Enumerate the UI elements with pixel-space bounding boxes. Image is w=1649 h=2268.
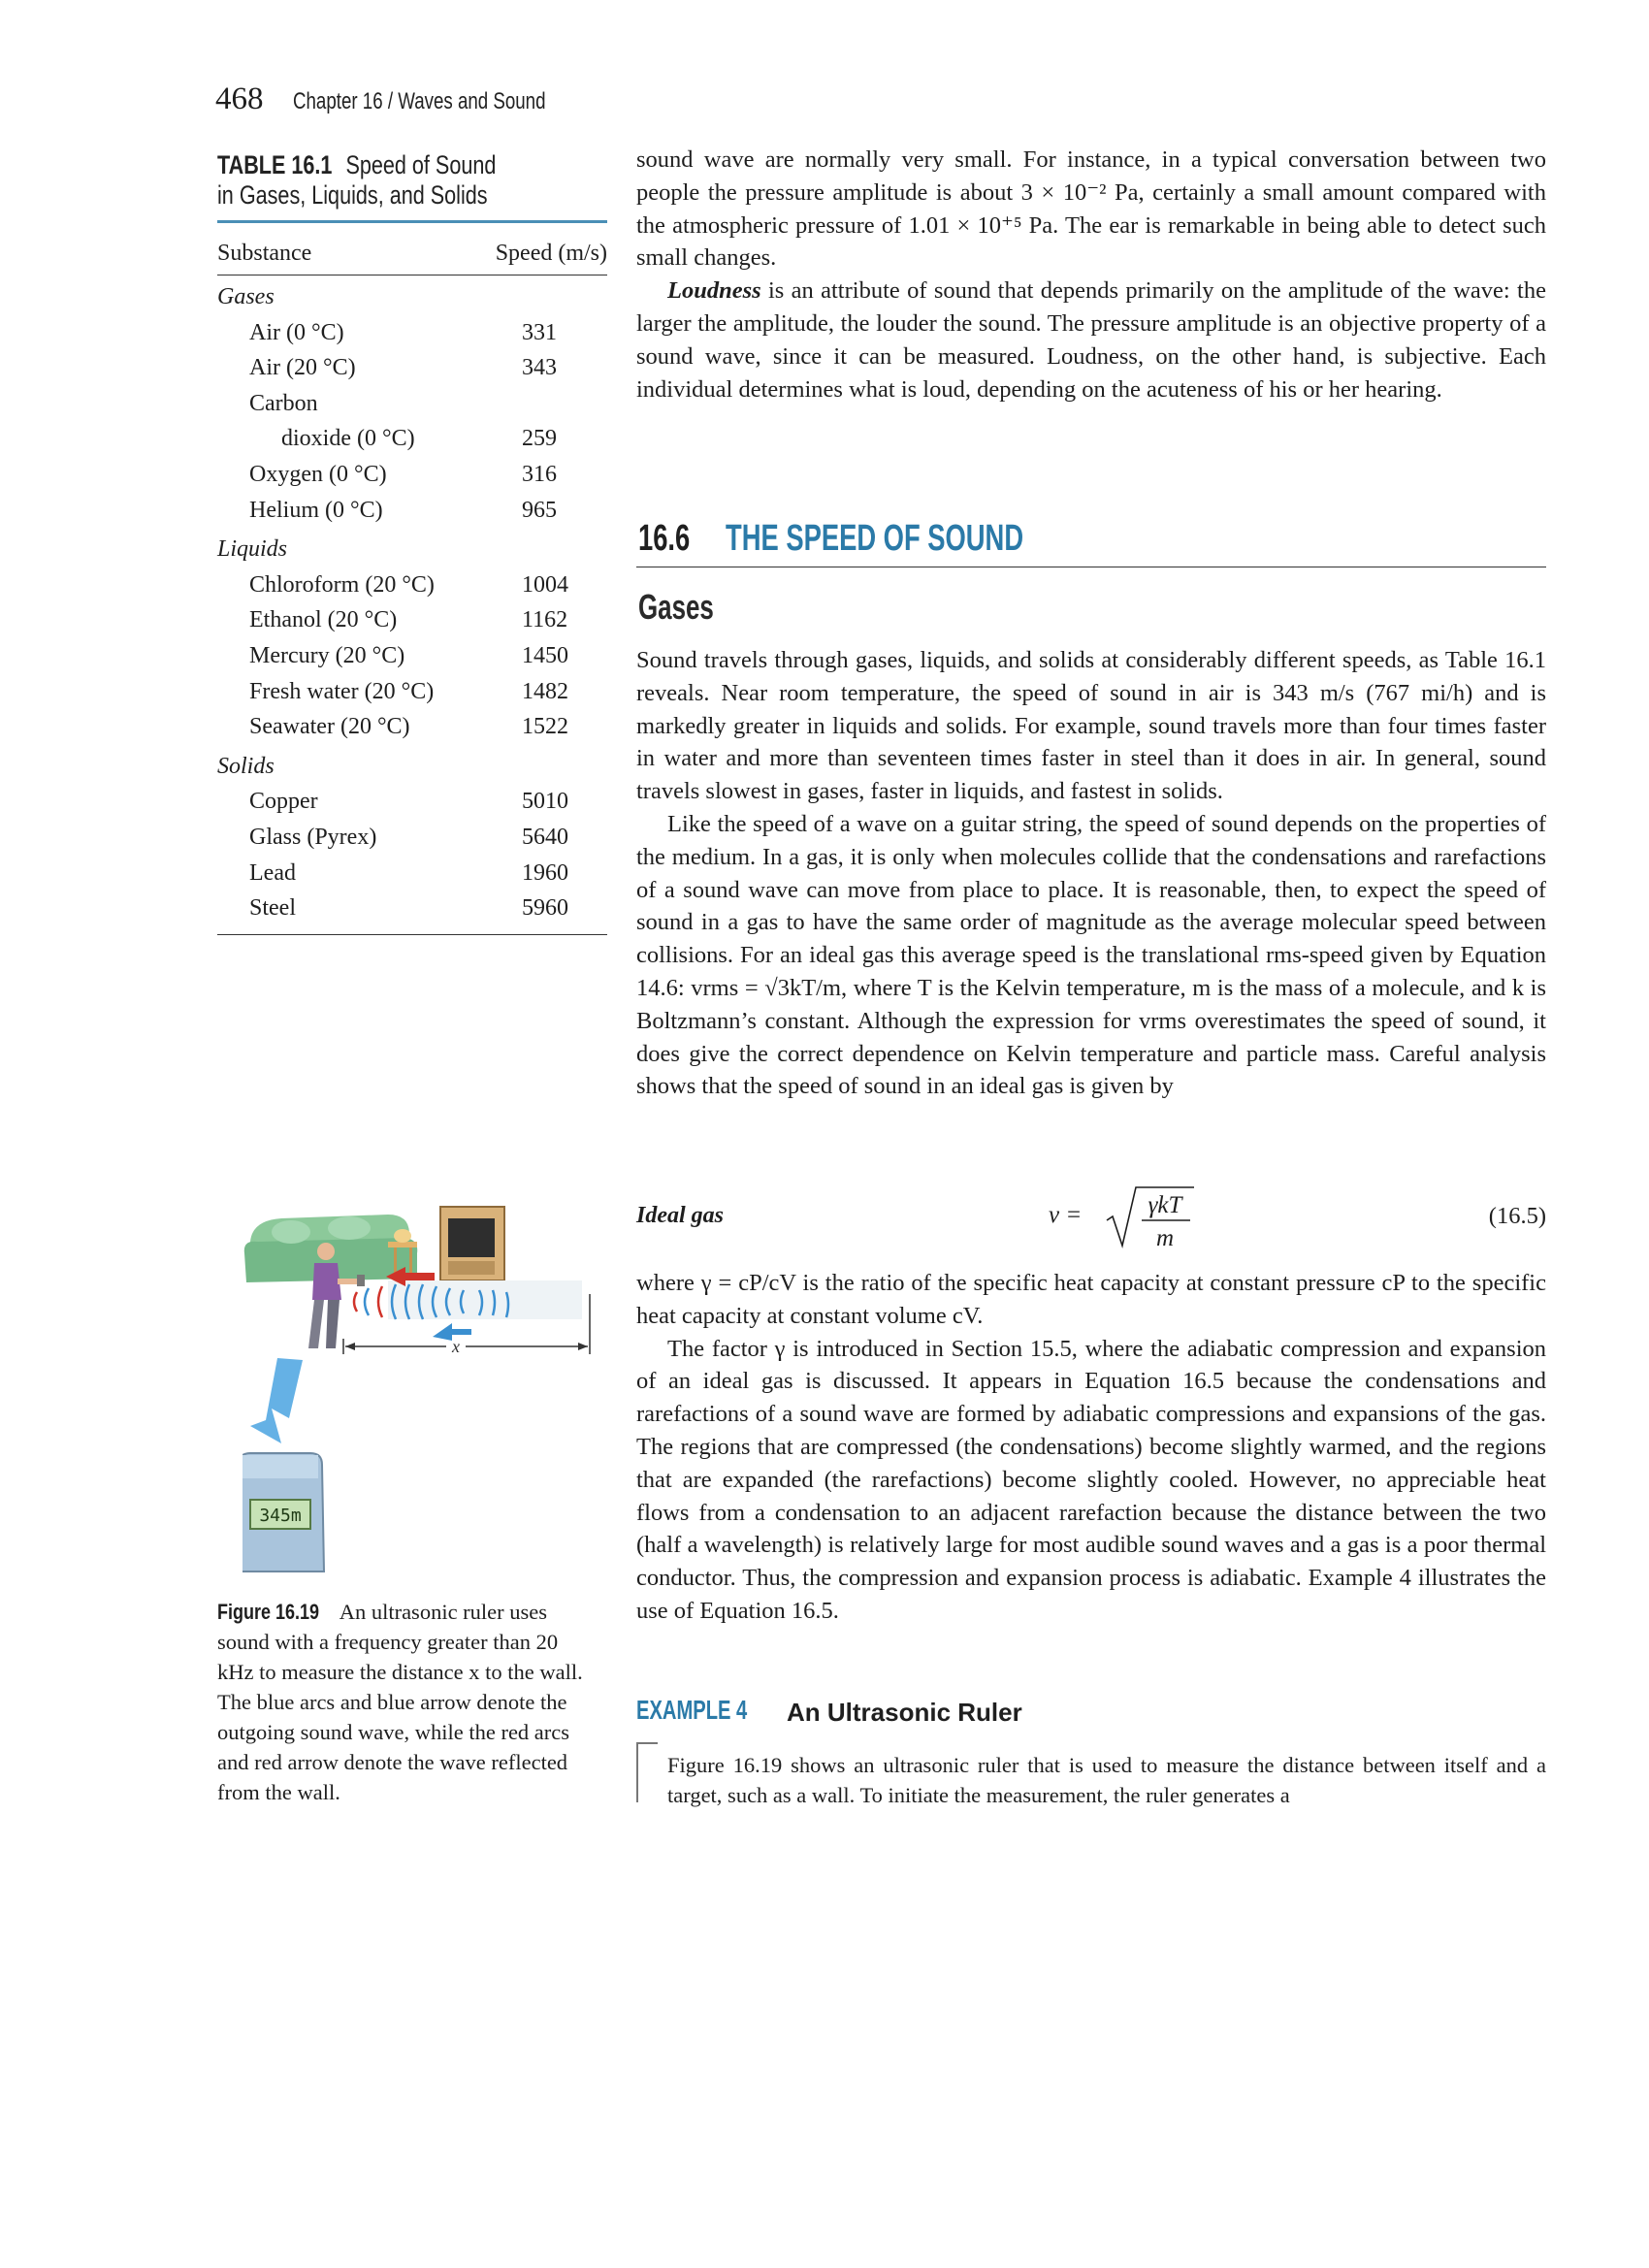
subsection-title: Gases [638, 587, 714, 627]
body-text-gases [636, 644, 1546, 1103]
section-number: 16.6 [638, 518, 691, 559]
figure-caption-text: An ultrasonic ruler uses sound with a frequency greater than 20 kHz to measure the distance x to the wall. The blue arcs and blue arrow denote the outgoing sound wave, while the red arcs and red arrow denote the wave reflected from the wall. [217, 1600, 583, 1804]
table-caption [217, 150, 605, 211]
ultrasonic-ruler-device [242, 1453, 324, 1571]
equation-label: Ideal gas [636, 1203, 724, 1228]
equation-math [1049, 1185, 1223, 1253]
example-title: An Ultrasonic Ruler [787, 1698, 1022, 1727]
device-display-reading: 345m [259, 1506, 302, 1526]
body-text-top [636, 144, 1546, 405]
example-label: EXAMPLE 4 [636, 1695, 748, 1725]
table-row: Glass (Pyrex) 5640 [249, 824, 568, 850]
group-label-liquids: Liquids [217, 536, 288, 563]
paragraph-loudness: Loudness is an attribute of sound that depends primarily on the amplitude of the wave: the larger the amplitude, the louder the sound. The pressure amplitude is an objective property of a sound wave, since it can be measured. Loudness, on the other hand, is subjective. Each individual determines what is loud, depending on the acuteness of his or her hearing. [636, 277, 1546, 403]
table-row: Seawater (20 °C) 1522 [249, 714, 568, 740]
table-title-line2: in Gases, Liquids, and Solids [217, 180, 488, 210]
column-header-speed: Speed (m/s) [495, 241, 607, 266]
group-label-gases: Gases [217, 284, 275, 309]
table-row: Chloroform (20 °C) 1004 [249, 571, 568, 598]
equation-denominator: m [1155, 1225, 1175, 1251]
figure-caption [217, 1597, 586, 1807]
table-bottom-rule [217, 934, 607, 935]
ultrasonic-ruler-illustration [242, 1164, 611, 1591]
equation-number: (16.5) [1488, 1203, 1546, 1229]
table-row: Mercury (20 °C) 1450 [249, 642, 568, 668]
paragraph-medium-properties: Like the speed of a wave on a guitar string, the speed of sound depends on the properties of the medium. In a gas, it is only when molecules collide that the condensations and rarefactions of a sound wave can move from place to place. It is reasonable, then, to expect the speed of sound in a gas to have the same order of magnitude as the average molecular speed between collisions. For an ideal gas this average speed is the translational rms-speed given by Equation 14.6: vrms = √3kT/m, where T is the Kelvin temperature, m is the mass of a molecule, and k is Boltzmann’s constant. Although the expression for vrms overestimates the speed of sound, it does give the correct dependence on Kelvin temperature and particle mass. Careful analysis shows that the speed of sound in an ideal gas is given by [636, 810, 1546, 1100]
section-title: THE SPEED OF SOUND [726, 518, 1024, 559]
equation-lhs: v = [1049, 1202, 1083, 1228]
column-header-substance: Substance [217, 241, 312, 266]
figure-label: Figure 16.19 [217, 1600, 320, 1624]
page-number: 468 [215, 81, 264, 116]
table-row: Steel 5960 [249, 895, 568, 922]
table-row: Fresh water (20 °C) 1482 [249, 678, 568, 704]
table-row: Air (20 °C) 343 [249, 355, 557, 381]
paragraph-adiabatic-process: The factor γ is introduced in Section 15.5, where the adiabatic compression and expansion of an ideal gas is discussed. It appears in Equation 16.5 because the condensations and rarefactions of a sound wave are formed by adiabatic compressions and expansions of the gas. The regions that are compressed (the condensations) become slightly warmed, and the regions that are expanded (the rarefactions) become slightly cooled. However, no appreciable heat flows from a condensation to an adjacent rarefaction because the distance between the two (half a wavelength) is relatively large for most audible sound waves and a gas is a poor thermal conductor. Thus, the compression and expansion process is adiabatic. Example 4 illustrates the use of Equation 16.5. [636, 1335, 1546, 1624]
speed-of-sound-table [217, 150, 607, 935]
table-row: Carbon [249, 390, 318, 416]
table-title-line1: Speed of Sound [345, 150, 497, 179]
paragraph-speed-comparison: Sound travels through gases, liquids, and solids at considerably different speeds, as Table 16.1 reveals. Near room temperature, the speed of sound in air is 343 m/s (767 mi/h) and is markedly greater in liquids and solids. For example, sound travels more than four times faster in water and more than seventeen times faster in steel than it does in air. In general, sound travels slowest in gases, faster in liquids, and fastest in solids. [636, 647, 1546, 805]
zoom-arrow-icon [250, 1358, 303, 1443]
distance-label: x [452, 1337, 460, 1356]
table-row: dioxide (0 °C) 259 [281, 426, 557, 452]
equation-numerator: γkT [1148, 1192, 1182, 1218]
term-loudness: Loudness [667, 277, 761, 305]
running-head [215, 81, 616, 120]
example-heading [636, 1695, 1022, 1727]
group-label-solids: Solids [217, 753, 275, 779]
table-header-row [217, 241, 607, 275]
table-row: Air (0 °C) 331 [249, 319, 557, 345]
television-icon [440, 1207, 504, 1280]
table-row: Helium (0 °C) 965 [249, 497, 557, 523]
paragraph-gamma-definition: where γ = cP/cV is the ratio of the specific heat capacity at constant pressure cP to the specific heat capacity at constant volume cV. [636, 1270, 1546, 1329]
example-body-text: Figure 16.19 shows an ultrasonic ruler that is used to measure the distance between itself and a target, such as a wall. To initiate the measurement, the ruler generates a [667, 1753, 1546, 1807]
example-bracket [636, 1742, 658, 1802]
body-text-adiabatic [636, 1267, 1546, 1628]
paragraph-pressure-amplitude: sound wave are normally very small. For instance, in a typical conversation between two people the pressure amplitude is about 3 × 10⁻² Pa, certainly a small amount compared with the atmospheric pressure of 1.01 × 10⁺⁵ Pa. The ear is remarkable in being able to detect such small changes. [636, 146, 1546, 272]
chapter-title: Chapter 16 / Waves and Sound [292, 88, 546, 114]
table-row: Ethanol (20 °C) 1162 [249, 607, 568, 633]
table-top-rule [217, 220, 607, 223]
table-row: Lead 1960 [249, 859, 568, 886]
table-row: Copper 5010 [249, 789, 568, 815]
table-label: TABLE 16.1 [217, 150, 333, 179]
section-heading [636, 518, 1546, 567]
table-row: Oxygen (0 °C) 316 [249, 461, 557, 487]
equation-16-5 [636, 1185, 1546, 1253]
